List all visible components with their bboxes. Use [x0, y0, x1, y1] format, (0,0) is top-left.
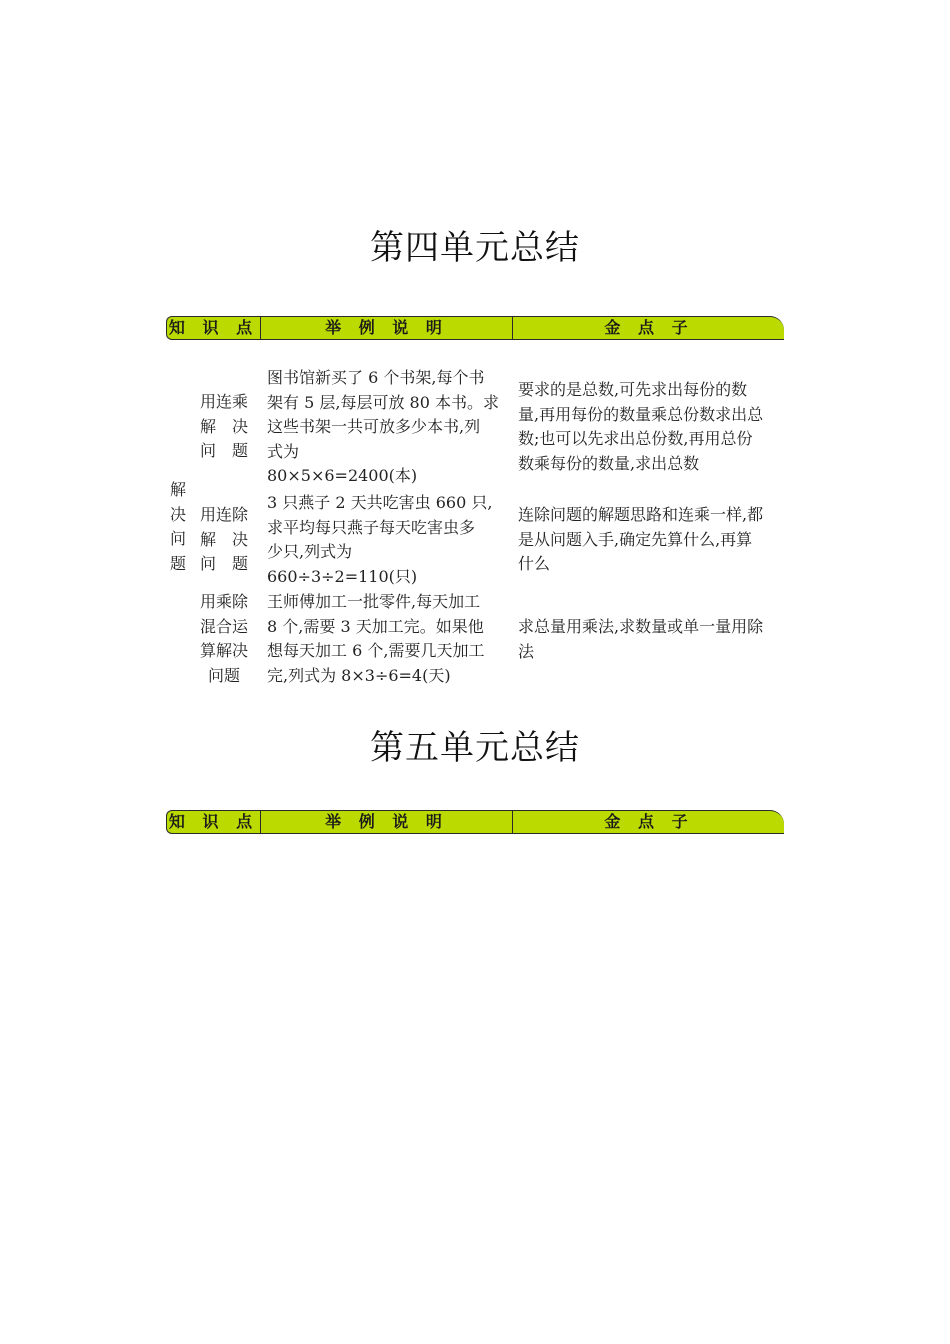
- row1-example: 图书馆新买了 6 个书架,每个书 架有 5 层,每层可放 80 本书。求 这些书架一共可放多少本书,列 式为 80×5×6=2400(本): [267, 368, 499, 485]
- row2-knowledge: 用连除 解 决 问 题: [199, 505, 248, 573]
- row2-example: 3 只燕子 2 天共吃害虫 660 只, 求平均每只燕子每天吃害虫多 少只,列式为 660÷3÷2=110(只): [267, 493, 493, 586]
- row1-tip: 要求的是总数,可先求出每份的数 量,再用每份的数量乘总份数求出总 数;也可以先求出总份数,再用总份 数乘每份的数量,求出总数: [518, 380, 764, 473]
- header-example: 举 例 说 明: [261, 811, 513, 833]
- header-tips: 金 点 子: [604, 318, 694, 337]
- header-knowledge-point: 知 识 点: [167, 317, 261, 339]
- category-label: 解 决 问 题: [169, 480, 186, 573]
- header-knowledge-point: 知 识 点: [167, 811, 261, 833]
- unit4-table-header: [166, 316, 784, 340]
- header-example: 举 例 说 明: [261, 317, 513, 339]
- row3-example: 王师傅加工一批零件,每天加工 8 个,需要 3 天加工完。如果他 想每天加工 6 个,需要几天加工 完,列式为 8×3÷6=4(天): [267, 592, 485, 685]
- row1-knowledge: 用连乘 解 决 问 题: [199, 392, 248, 460]
- row3-knowledge: 用乘除 混合运 算解决 问题: [199, 592, 248, 685]
- unit5-title: 第五单元总结: [370, 728, 580, 768]
- row3-tip: 求总量用乘法,求数量或单一量用除 法: [518, 617, 764, 661]
- row2-tip: 连除问题的解题思路和连乘一样,都 是从问题入手,确定先算什么,再算 什么: [518, 505, 764, 573]
- unit4-title: 第四单元总结: [370, 228, 580, 268]
- header-tips: 金 点 子: [604, 812, 694, 831]
- unit5-table-header: [166, 810, 784, 834]
